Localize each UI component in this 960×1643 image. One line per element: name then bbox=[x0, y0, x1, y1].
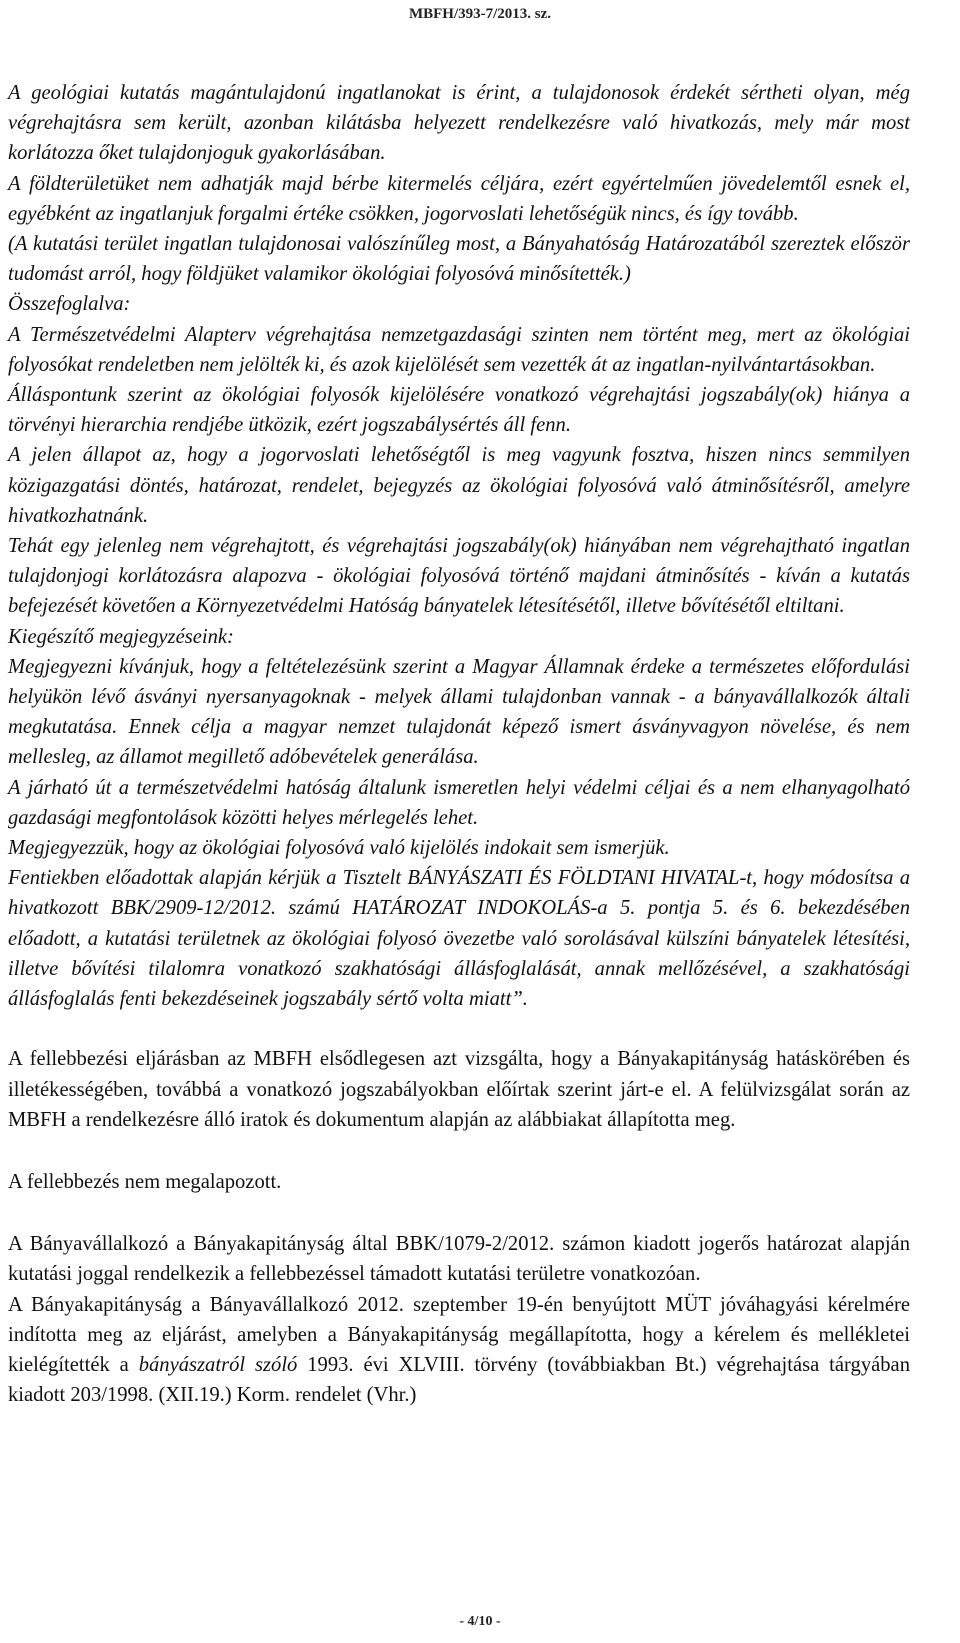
facts-paragraph: A Bányavállalkozó a Bányakapitányság által BBK/1079-2/2012. számon kiadott jogerős határozat alapján kutatási joggal rendelkezik a fellebbezéssel támadott kutatási területre vonatkozóan. bbox=[8, 1233, 910, 1286]
paragraph-spacer bbox=[8, 1014, 910, 1044]
quoted-heading: Összefoglalva: bbox=[8, 293, 131, 316]
quoted-paragraph: A jelen állapot az, hogy a jogorvoslati lehetőségtől is meg vagyunk fosztva, hiszen nincs semmilyen közigazgatási döntés, határozat, rendelet, bejegyzés az ökológiai folyosóvá való átminősítésről, amelyre hivatkozhatnánk. bbox=[8, 444, 910, 527]
facts-text: 1993. évi XLVIII. törvény (továbbiakban Bt.) végrehajtása tárgyában kiadott 203/1998. (XII.19.) Korm. rendelet (Vhr.) bbox=[8, 1353, 910, 1407]
quoted-paragraph: (A kutatási terület ingatlan tulajdonosai valószínűleg most, a Bányahatóság Határozatából szereztek először tudomást arról, hogy földjüket valamikor ökológiai folyosóvá minősítették.) bbox=[8, 233, 910, 286]
document-body bbox=[8, 78, 910, 1410]
paragraph-spacer bbox=[8, 1135, 910, 1167]
quoted-paragraph: A Természetvédelmi Alapterv végrehajtása nemzetgazdasági szinten nem történt meg, mert az ökológiai folyosókat rendeletben nem jelölték ki, és azok kijelölését sem vezették át az ingatlan-nyilvántartásokban. bbox=[8, 323, 910, 376]
verdict-paragraph: A fellebbezés nem megalapozott. bbox=[8, 1170, 282, 1193]
quoted-paragraph: A földterületüket nem adhatják majd bérbe kitermelés céljára, ezért egyértelműen jövedelemtől esnek el, egyébként az ingatlanjuk forgalmi értéke csökken, jogorvoslati lehetőségük nincs, és így tovább. bbox=[8, 172, 910, 225]
facts-text: A Bányakapitányság a Bányavállalkozó 2012. szeptember 19-én benyújtott MÜT jóváhagyási kérelmére indította meg az eljárást, amelyben a Bányakapitányság megállapította, hogy a kérelem és mellékletei kielégítették a bbox=[8, 1293, 910, 1376]
quoted-heading: Kiegészítő megjegyzéseink: bbox=[8, 625, 234, 648]
page-number-footer: - 4/10 - bbox=[459, 1614, 501, 1629]
quoted-paragraph: Megjegyezzük, hogy az ökológiai folyosóvá való kijelölés indokait sem ismerjük. bbox=[8, 837, 670, 860]
quoted-paragraph: Fentiekben előadottak alapján kérjük a Tisztelt BÁNYÁSZATI ÉS FÖLDTANI HIVATAL-t, hogy módosítsa a hivatkozott BBK/2909-12/2012. számú HATÁROZAT INDOKOLÁS-a 5. pontja 5. és 6. bekezdésében előadott, a kutatási területnek az ökológiai folyosó övezetbe való sorolásával külszíni bányatelek létesítési, illetve bővítési tilalomra vonatkozó szakhatósági állásfoglalását, annak mellőzésével, a szakhatósági állásfoglalás fenti bekezdéseinek jogszabály sértő volta miatt”. bbox=[8, 867, 910, 1011]
quoted-paragraph: A geológiai kutatás magántulajdonú ingatlanokat is érint, a tulajdonosok érdekét sértheti olyan, még végrehajtásra sem került, azonban kilátásba helyezett rendelkezésre való hivatkozás, mely már most korlátozza őket tulajdonjoguk gyakorlásában. bbox=[8, 82, 910, 165]
document-number-header: MBFH/393-7/2013. sz. bbox=[408, 6, 552, 22]
facts-paragraph bbox=[8, 1290, 910, 1411]
law-title-italic: bányászatról szóló bbox=[138, 1353, 298, 1376]
quoted-paragraph: Álláspontunk szerint az ökológiai folyosók kijelölésére vonatkozó végrehajtási jogszabály(ok) hiánya a törvényi hierarchia rendjébe ütközik, ezért jogszabálysértés áll fenn. bbox=[8, 384, 910, 437]
quoted-paragraph: Tehát egy jelenleg nem végrehajtott, és végrehajtási jogszabály(ok) hiányában nem végrehajtható ingatlan tulajdonjogi korlátozásra alapozva - ökológiai folyosóvá történő majdani átminősítés - kíván a kutatás befejezését követően a Környezetvédelmi Hatóság bányatelek létesítésétől, illetve bővítésétől eltiltani. bbox=[8, 535, 910, 618]
quoted-paragraph: A járható út a természetvédelmi hatóság általunk ismeretlen helyi védelmi céljai és a nem elhanyagolható gazdasági megfontolások közötti helyes mérlegelés lehet. bbox=[8, 776, 910, 829]
quoted-paragraph: Megjegyezni kívánjuk, hogy a feltételezésünk szerint a Magyar Államnak érdeke a természetes előfordulási helyükön lévő ásványi nyersanyagoknak - melyek állami tulajdonban vannak - a bányavállalkozók általi megkutatása. Ennek célja a magyar nemzet tulajdonát képező ismert ásványvagyon növelése, és nem mellesleg, az államot megillető adóbevételek generálása. bbox=[8, 655, 910, 769]
paragraph-spacer bbox=[8, 1197, 910, 1229]
review-paragraph: A fellebbezési eljárásban az MBFH elsődlegesen azt vizsgálta, hogy a Bányakapitányság hatáskörében és illetékességében, továbbá a vonatkozó jogszabályokban előírtak szerint járt-e el. A felülvizsgálat során az MBFH a rendelkezésre álló iratok és dokumentum alapján az alábbiakat állapította meg. bbox=[8, 1048, 910, 1131]
